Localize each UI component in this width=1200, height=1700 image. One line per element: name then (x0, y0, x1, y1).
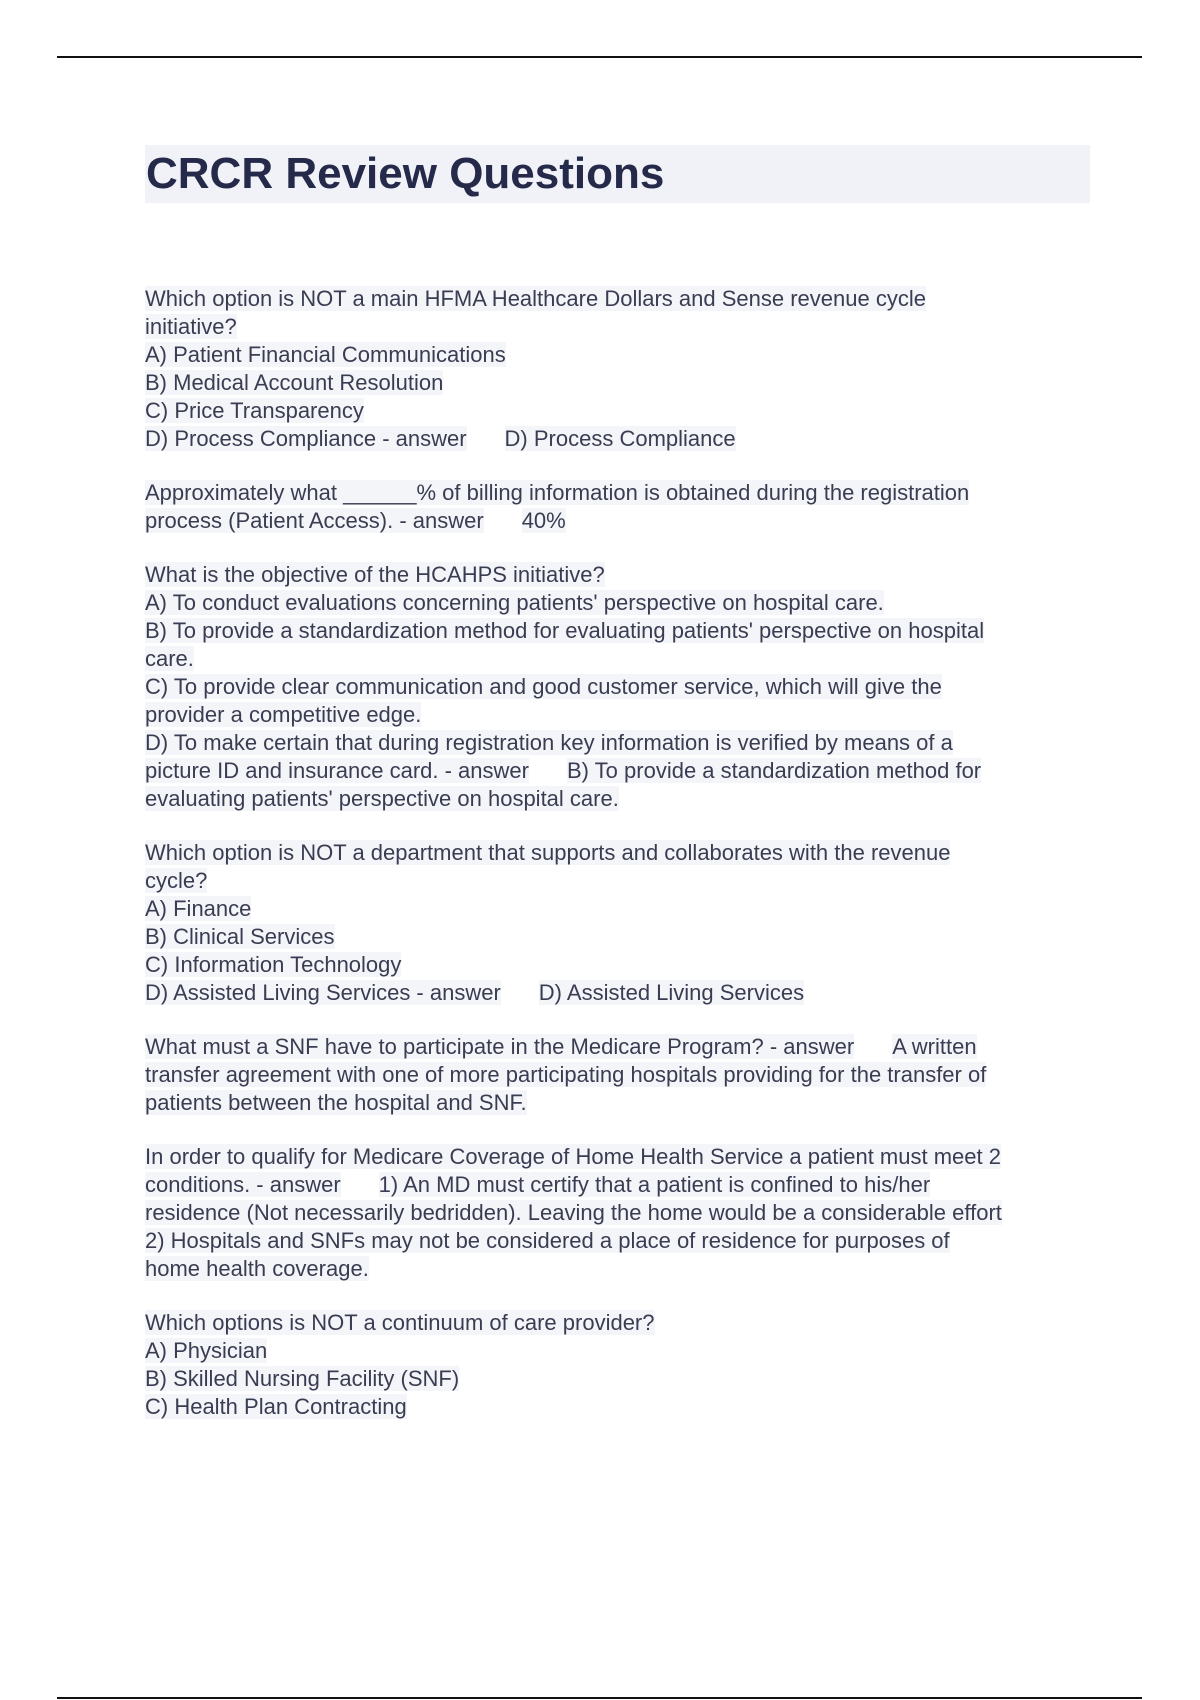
qa-line: residence (Not necessarily bedridden). Leaving the home would be a considerable effort (145, 1200, 1002, 1225)
qa-line: B) Clinical Services (145, 924, 335, 949)
qa-line: patients between the hospital and SNF. (145, 1090, 527, 1115)
qa-line: What is the objective of the HCAHPS initiative? (145, 562, 605, 587)
qa-line: 2) Hospitals and SNFs may not be considered a place of residence for purposes of (145, 1228, 950, 1253)
qa-line: home health coverage. (145, 1256, 369, 1281)
qa-line: B) Skilled Nursing Facility (SNF) (145, 1366, 460, 1391)
answer-text: 40% (521, 508, 566, 533)
qa-line: A) To conduct evaluations concerning patients' perspective on hospital care. (145, 590, 884, 615)
qa-line: initiative? (145, 314, 237, 339)
qa-item (145, 479, 1095, 535)
answer-text: B) To provide a standardization method for (566, 758, 982, 783)
qa-line: B) To provide a standardization method for evaluating patients' perspective on hospital (145, 618, 985, 643)
page-title: CRCR Review Questions (146, 149, 665, 198)
qa-item (145, 285, 1095, 453)
qa-line: C) Health Plan Contracting (145, 1394, 407, 1419)
qa-line: D) To make certain that during registration key information is verified by means of a (145, 730, 953, 755)
qa-line: transfer agreement with one of more participating hospitals providing for the transfer of (145, 1062, 987, 1087)
qa-line: B) Medical Account Resolution (145, 370, 444, 395)
qa-line: In order to qualify for Medicare Coverage of Home Health Service a patient must meet 2 (145, 1144, 1001, 1169)
top-rule (57, 56, 1142, 58)
qa-answer-line: picture ID and insurance card. - answer B) To provide a standardization method for (145, 758, 982, 783)
qa-item (145, 1033, 1095, 1117)
qa-item (145, 839, 1095, 1007)
qa-answer-line: conditions. - answer 1) An MD must certify that a patient is confined to his/her (145, 1172, 931, 1197)
qa-line: A) Finance (145, 896, 252, 921)
qa-answer-line: D) Assisted Living Services - answer D) Assisted Living Services (145, 980, 805, 1005)
qa-line: Approximately what ______% of billing information is obtained during the registration (145, 480, 970, 505)
qa-line: evaluating patients' perspective on hospital care. (145, 786, 619, 811)
qa-line: C) Price Transparency (145, 398, 364, 423)
bottom-rule (57, 1697, 1142, 1699)
qa-item (145, 1143, 1095, 1283)
qa-answer-line: D) Process Compliance - answer D) Process Compliance (145, 426, 736, 451)
qa-answer-line: What must a SNF have to participate in the Medicare Program? - answer A written (145, 1034, 977, 1059)
qa-line: care. (145, 646, 194, 671)
qa-line: C) Information Technology (145, 952, 402, 977)
qa-item (145, 1309, 1095, 1421)
qa-line: A) Patient Financial Communications (145, 342, 506, 367)
qa-line: Which options is NOT a continuum of care provider? (145, 1310, 655, 1335)
answer-text: A written (892, 1034, 977, 1059)
qa-line: C) To provide clear communication and good customer service, which will give the (145, 674, 942, 699)
qa-line: Which option is NOT a main HFMA Healthcare Dollars and Sense revenue cycle (145, 286, 926, 311)
qa-item (145, 561, 1095, 813)
qa-line: Which option is NOT a department that supports and collaborates with the revenue (145, 840, 951, 865)
qa-list (145, 285, 1095, 1447)
answer-text: D) Process Compliance (504, 426, 736, 451)
answer-text: D) Assisted Living Services (538, 980, 805, 1005)
qa-answer-line: process (Patient Access). - answer 40% (145, 508, 566, 533)
qa-line: A) Physician (145, 1338, 268, 1363)
answer-text: 1) An MD must certify that a patient is confined to his/her (378, 1172, 931, 1197)
qa-line: cycle? (145, 868, 208, 893)
qa-line: provider a competitive edge. (145, 702, 422, 727)
